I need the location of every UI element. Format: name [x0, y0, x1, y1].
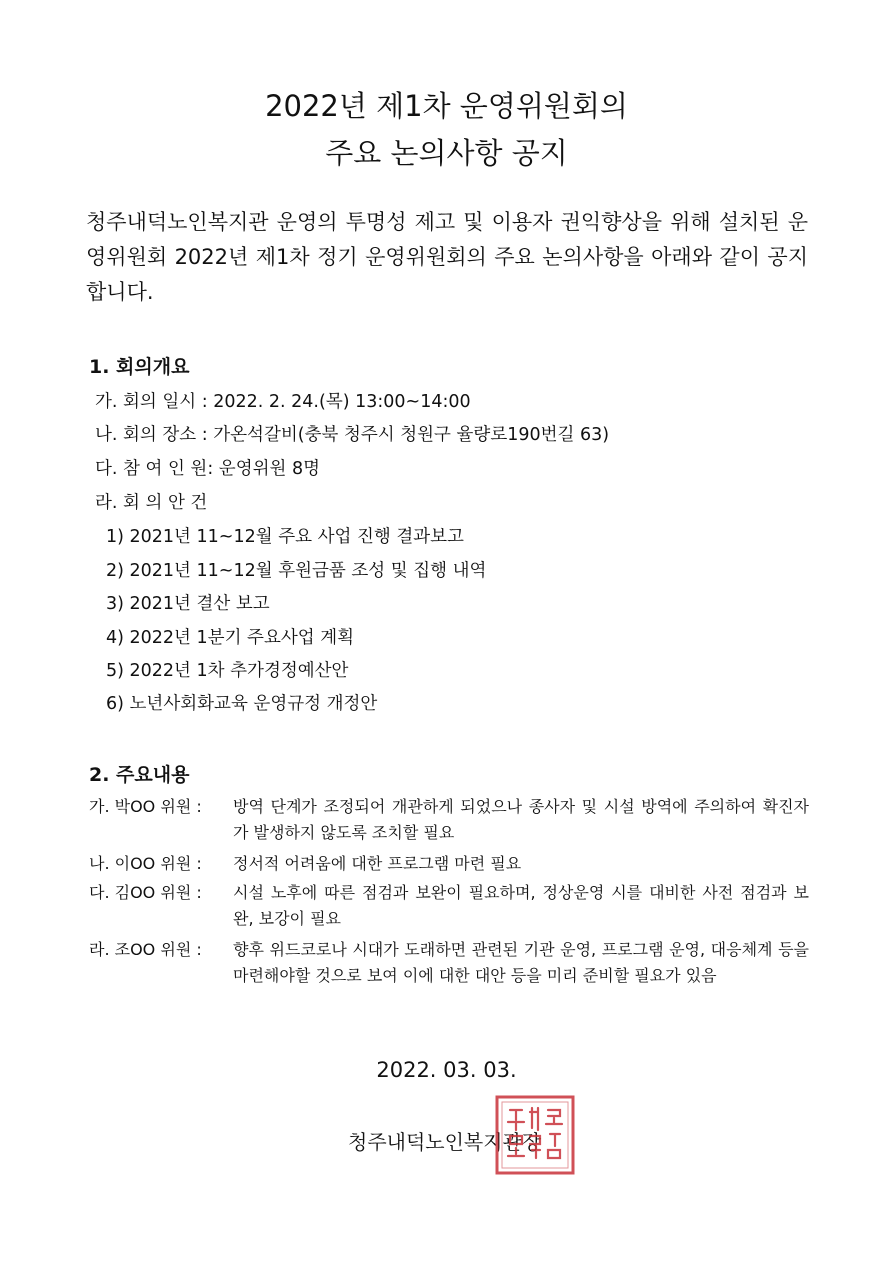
intro-paragraph: 청주내덕노인복지관 운영의 투명성 제고 및 이용자 권익향상을 위해 설치된 운영위원회 2022년 제1차 정기 운영위원회의 주요 논의사항을 아래와 같이 공지합니다.	[86, 210, 808, 304]
meeting-date-row: 가. 회의 일시 : 2022. 2. 24.(목) 13:00~14:00	[95, 392, 471, 412]
opinion-item	[89, 880, 809, 932]
agenda-item: 3) 2021년 결산 보고	[106, 594, 270, 614]
opinion-label: 나. 이OO 위원 :	[89, 854, 202, 873]
opinion-text: 시설 노후에 따른 점검과 보완이 필요하며, 정상운영 시를 대비한 사전 점검과 보완, 보강이 필요	[233, 883, 809, 928]
notice-date: 2022. 03. 03.	[376, 1058, 517, 1082]
opinion-label: 다. 김OO 위원 :	[89, 883, 202, 902]
opinion-item	[89, 937, 809, 989]
agenda-item: 5) 2022년 1차 추가경정예산안	[106, 661, 349, 681]
opinion-item	[89, 851, 809, 877]
official-seal-icon	[494, 1094, 576, 1176]
agenda-item: 1) 2021년 11~12월 주요 사업 진행 결과보고	[106, 527, 464, 547]
section1-heading: 1. 회의개요	[89, 356, 190, 378]
signature-director: 청주내덕노인복지관장	[348, 1130, 542, 1154]
meeting-place-row: 나. 회의 장소 : 가온석갈비(충북 청주시 청원구 율량로190번길 63)	[95, 425, 610, 445]
agenda-item: 2) 2021년 11~12월 후원금품 조성 및 집행 내역	[106, 561, 487, 581]
agenda-heading-row: 라. 회 의 안 건	[95, 493, 208, 513]
opinion-text: 정서적 어려움에 대한 프로그램 마련 필요	[233, 854, 522, 873]
opinion-text: 향후 위드코로나 시대가 도래하면 관련된 기관 운영, 프로그램 운영, 대응체계 등을 마련해야할 것으로 보여 이에 대한 대안 등을 미리 준비할 필요가 있음	[233, 940, 809, 985]
opinion-label: 라. 조OO 위원 :	[89, 940, 202, 959]
opinion-item	[89, 794, 809, 846]
opinion-label: 가. 박OO 위원 :	[89, 797, 202, 816]
agenda-item: 4) 2022년 1분기 주요사업 계획	[106, 628, 355, 648]
section2-heading: 2. 주요내용	[89, 764, 190, 786]
agenda-item: 6) 노년사회화교육 운영규정 개정안	[106, 694, 378, 714]
document-title-line1: 2022년 제1차 운영위원회의	[265, 89, 628, 123]
document-title-line2: 주요 논의사항 공지	[325, 136, 568, 170]
attendees-row: 다. 참 여 인 원: 운영위원 8명	[95, 459, 321, 479]
opinion-text: 방역 단계가 조정되어 개관하게 되었으나 종사자 및 시설 방역에 주의하여 확진자가 발생하지 않도록 조치할 필요	[233, 797, 809, 842]
